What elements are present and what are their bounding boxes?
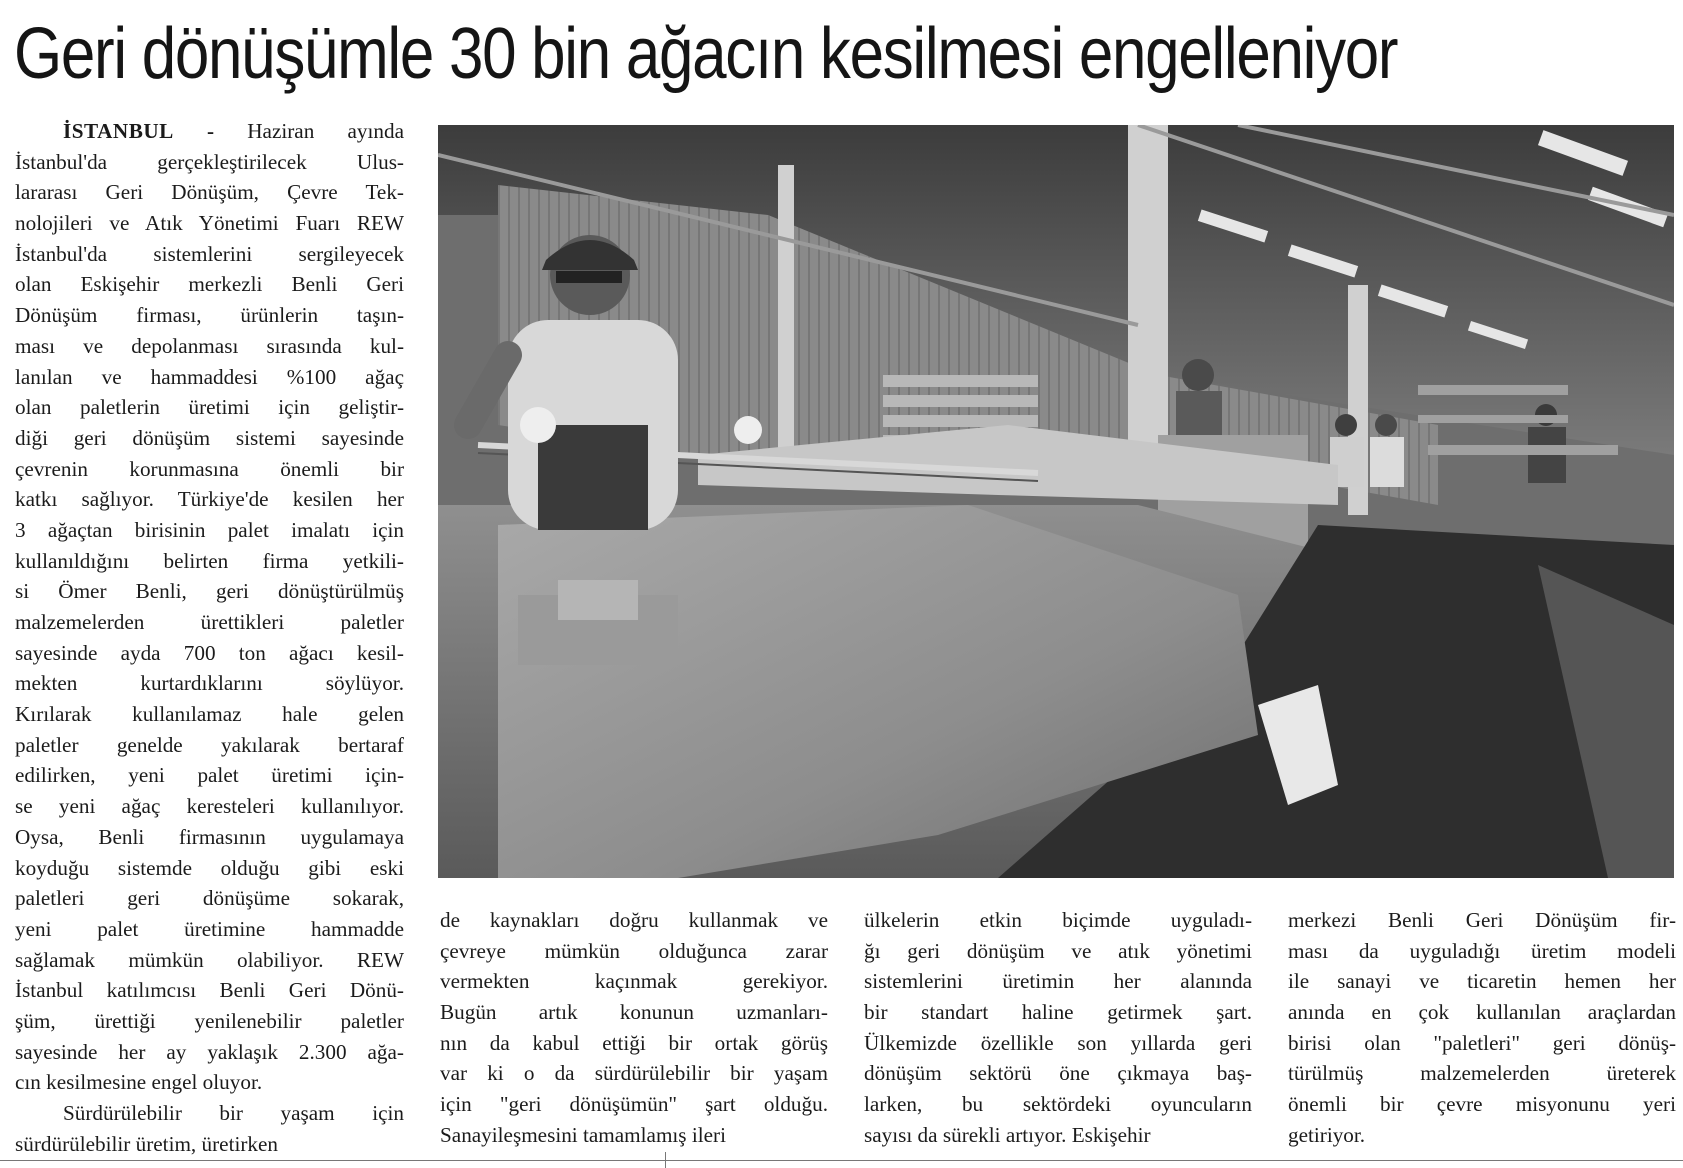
article-column-3 [864,905,1252,1151]
article-line: birisi olan "paletleri" geri dönüş- [1288,1030,1676,1055]
article-line: mekten kurtardıklarını söylüyor. [15,671,404,696]
article-line: için "geri dönüşümün" şart olduğu. [440,1092,828,1117]
article-column-1 [15,116,404,1159]
article-line: paletler genelde yakılarak bertaraf [15,732,404,757]
article-line: ülkelerin etkin biçimde uyguladı- [864,908,1252,932]
article-line: bir standart haline getirmek şart. [864,1000,1252,1025]
article-line: Oysa, Benli firmasının uygulamaya [15,824,404,849]
article-line: sağlamak mümkün olabiliyor. REW [15,947,404,972]
article-line: si Ömer Benli, geri dönüştürülmüş [15,579,404,604]
article-line: çevrenin korunmasına önemli bir [15,456,404,481]
column-divider-tick [665,1152,666,1168]
article-line: cın kesilmesine engel oluyor. [15,1070,263,1095]
article-line: larken, bu sektördeki oyuncuların [864,1092,1252,1117]
bottom-rule [0,1160,1683,1161]
article-line: kullanıldığını belirten firma yetkili- [15,548,404,573]
article-line: getiriyor. [1288,1122,1366,1147]
article-line: önemli bir çevre misyonunu yeri [1288,1092,1676,1117]
article-line: 3 ağaçtan birisinin palet imalatı için [15,517,404,542]
article-line: türülmüş malzemelerden üreterek [1288,1061,1676,1086]
article-line: koyduğu sistemde olduğu gibi eski [15,855,404,880]
article-line: Sanayileşmesini tamamlamış ileri [440,1122,726,1147]
article-line: İstanbul'da sistemlerini sergileyecek [15,241,404,266]
article-line: şüm, ürettiği yenilenebilir paletler [15,1008,404,1033]
article-line: ması ve depolanması sırasında kul- [15,333,404,358]
article-line: çevreye mümkün olduğunca zarar [440,938,828,963]
article-line [15,116,404,147]
article-line: diği geri dönüşüm sistemi sayesinde [15,425,404,450]
article-line: ğı geri dönüşüm ve atık yönetimi [864,938,1252,963]
article-line: Kırılarak kullanılamaz hale gelen [15,702,404,727]
article-line: Bugün artık konunun uzmanları- [440,1000,828,1025]
article-column-4 [1288,905,1676,1151]
article-line: nolojileri ve Atık Yönetimi Fuarı REW [15,211,404,236]
article-line: anında en çok kullanılan araçlardan [1288,1000,1676,1025]
article-line: olan Eskişehir merkezli Benli Geri [15,272,404,297]
article-line: dönüşüm sektörü öne çıkmaya baş- [864,1061,1252,1086]
article-line: Dönüşüm firması, ürünlerin taşın- [15,303,404,328]
article-line: Sürdürülebilir bir yaşam için [63,1101,404,1125]
article-photo [438,125,1674,878]
article-line: nın da kabul ettiği bir ortak görüş [440,1030,828,1055]
article-line: vermekten kaçınmak gerekiyor. [440,969,828,994]
article-line: katkı sağlıyor. Türkiye'de kesilen her [15,487,404,512]
article-line: de kaynakları doğru kullanmak ve [440,908,828,932]
dateline: İSTANBUL [63,119,174,143]
article-line: malzemelerden ürettikleri paletler [15,610,404,634]
dateline-separator: - [173,119,248,143]
article-line: olan paletlerin üretimi için geliştir- [15,395,404,420]
article-line: lararası Geri Dönüşüm, Çevre Tek- [15,180,404,205]
article-line: sistemlerini üretimin her alanında [864,969,1252,994]
article-line: sayesinde ayda 700 ton ağacı kesil- [15,640,404,665]
article-column-2 [440,905,828,1151]
article-line: sayısı da sürekli artıyor. Eskişehir [864,1122,1151,1147]
article-line: İstanbul katılımcısı Benli Geri Dönü- [15,978,404,1003]
article-line: yeni palet üretimine hammadde [15,916,404,941]
article-line: ile sanayi ve ticaretin hemen her [1288,969,1676,994]
article-line: İstanbul'da gerçekleştirilecek Ulus- [15,149,404,174]
article-line: lanılan ve hammaddesi %100 ağaç [15,364,404,389]
article-line: sayesinde her ay yaklaşık 2.300 ağa- [15,1039,404,1064]
article-line: merkezi Benli Geri Dönüşüm fir- [1288,908,1676,932]
article-line: Ülkemizde özellikle son yıllarda geri [864,1030,1252,1055]
article-line: var ki o da sürdürülebilir bir yaşam [440,1061,828,1086]
article-line: paletleri geri dönüşüme sokarak, [15,886,404,911]
article-line: se yeni ağaç keresteleri kullanılıyor. [15,794,404,819]
article-line: sürdürülebilir üretim, üretirken [15,1131,279,1156]
article-text: Haziran ayında [247,119,404,143]
headline: Geri dönüşümle 30 bin ağacın kesilmesi engelleniyor [14,14,1398,94]
article-line: ması da uyguladığı üretim modeli [1288,938,1676,963]
article-line: edilirken, yeni palet üretimi için- [15,763,404,788]
